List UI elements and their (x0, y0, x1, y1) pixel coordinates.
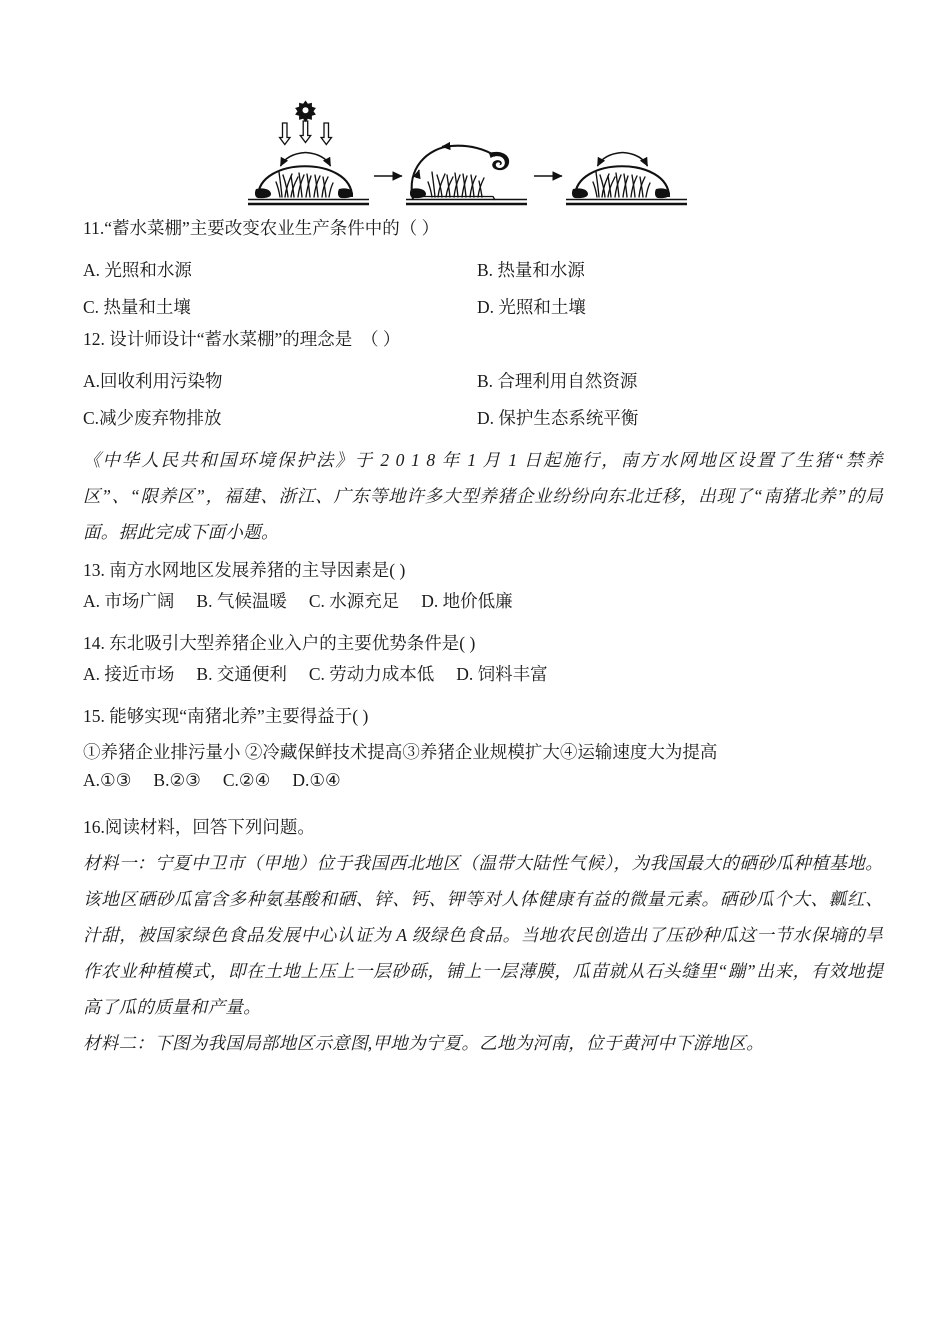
question-12-text: 设计师设计“蓄水菜棚”的理念是 (109, 329, 353, 349)
question-13-number: 13. (83, 560, 105, 580)
question-15-statements: ①养猪企业排污量小 ②冷藏保鲜技术提高③养猪企业规模扩大④运输速度大为提高 (83, 742, 718, 762)
diagram-panel-1 (248, 101, 369, 205)
material-two: 材料二：下图为我国局部地区示意图,甲地为宁夏。乙地为河南，位于黄河中下游地区。 (83, 1033, 765, 1053)
question-13-option-b[interactable]: B. 气候温暖 (196, 591, 287, 611)
diagram-panel-3 (566, 153, 687, 205)
question-15-option-c[interactable]: C.②④ (222, 770, 271, 790)
question-14-text: 东北吸引大型养猪企业入户的主要优势条件是( ) (109, 633, 476, 653)
question-11-option-d[interactable]: D. 光照和土壤 (477, 297, 586, 317)
sunlight-down-arrow-icon (280, 121, 332, 145)
material-one: 材料一：宁夏中卫市（甲地）位于我国西北地区（温带大陆性气候），为我国最大的硒砂瓜种植基地。该地区硒砂瓜富含多种氨基酸和硒、锌、钙、钾等对人体健康有益的微量元素。硒砂瓜个大、瓤红、汁甜，被国家绿色食品发展中心认证为 A 级绿色食品。当地农民创造出了压砂种瓜这一节水保墒的旱作农业种植模式，即在土地上压上一层砂砾，铺上一层薄膜，瓜苗就从石头缝里“蹦”出来，有效地提高了瓜的质量和产量。 (83, 853, 883, 1017)
question-11-number: 11. (83, 218, 105, 238)
diagram-panel-2 (406, 146, 527, 204)
ground-line (248, 200, 369, 205)
question-13-options (83, 588, 883, 625)
question-12-stem (83, 331, 883, 368)
question-16-stem (83, 809, 883, 845)
question-15-options (83, 770, 883, 807)
question-11-bracket: （ ） (399, 218, 440, 238)
question-14-option-d[interactable]: D. 饲料丰富 (456, 664, 548, 684)
shuixu-caipeng-diagram (246, 96, 696, 214)
question-13-option-c[interactable]: C. 水源充足 (308, 591, 400, 611)
ground-line (406, 200, 527, 205)
crop-grass (593, 172, 650, 197)
question-12-bracket: （ ） (361, 329, 401, 349)
question-15-option-a[interactable]: A.①③ (83, 770, 132, 790)
question-12-option-c[interactable]: C.减少废弃物排放 (83, 408, 222, 428)
crop-grass (276, 172, 333, 197)
question-14-option-a[interactable]: A. 接近市场 (83, 664, 175, 684)
question-15-text: 能够实现“南猪北养”主要得益于( ) (109, 706, 369, 726)
question-12-option-d[interactable]: D. 保护生态系统平衡 (477, 408, 639, 428)
question-13-text: 南方水网地区发展养猪的主导因素是( ) (109, 560, 406, 580)
rolled-film-end (489, 152, 509, 170)
question-14-number: 14. (83, 633, 105, 653)
question-13-option-a[interactable]: A. 市场广阔 (83, 591, 175, 611)
question-11-text: “蓄水菜棚”主要改变农业生产条件中的 (104, 218, 400, 238)
question-12-option-b[interactable]: B. 合理利用自然资源 (477, 371, 638, 391)
water-reservoir (255, 188, 353, 198)
question-11-options-row-2 (83, 294, 883, 331)
exam-body (83, 220, 883, 1061)
ground-line (566, 200, 687, 205)
question-12-options-row-2 (83, 405, 883, 442)
question-12-options-row-1 (83, 368, 883, 405)
question-11-option-b[interactable]: B. 热量和水源 (477, 260, 585, 280)
question-15-number: 15. (83, 706, 105, 726)
question-11-stem (83, 220, 883, 257)
question-11-options-row-1 (83, 257, 883, 294)
pig-policy-passage: 《中华人民共和国环境保护法》于 2 0 1 8 年 1 月 1 日起施行，南方水网地区设置了生猪“禁养区”、“限养区”，福建、浙江、广东等地许多大型养猪企业纷纷向东北迁移，出现了“南猪北养”的局面。据此完成下面小题。 (83, 450, 883, 542)
question-14-stem (83, 625, 883, 661)
flow-arrow-icon (281, 153, 331, 167)
question-11-option-c[interactable]: C. 热量和土壤 (83, 297, 191, 317)
water-reservoir (572, 188, 670, 198)
question-16-text: 阅读材料，回答下列问题。 (104, 817, 315, 837)
sun-icon (295, 101, 316, 123)
flow-arrow-icon (598, 153, 648, 167)
question-14-options (83, 661, 883, 698)
question-13-option-d[interactable]: D. 地价低廉 (421, 591, 513, 611)
question-13-stem (83, 552, 883, 588)
question-12-option-a[interactable]: A.回收利用污染物 (83, 371, 223, 391)
crop-grass (428, 172, 484, 197)
question-16-number: 16. (83, 817, 105, 837)
question-11-option-a[interactable]: A. 光照和水源 (83, 260, 192, 280)
question-14-option-c[interactable]: C. 劳动力成本低 (308, 664, 435, 684)
question-12-number: 12. (83, 329, 105, 349)
question-14-option-b[interactable]: B. 交通便利 (196, 664, 287, 684)
question-15-stem (83, 698, 883, 734)
question-15-option-d[interactable]: D.①④ (292, 770, 341, 790)
question-15-option-b[interactable]: B.②③ (153, 770, 201, 790)
